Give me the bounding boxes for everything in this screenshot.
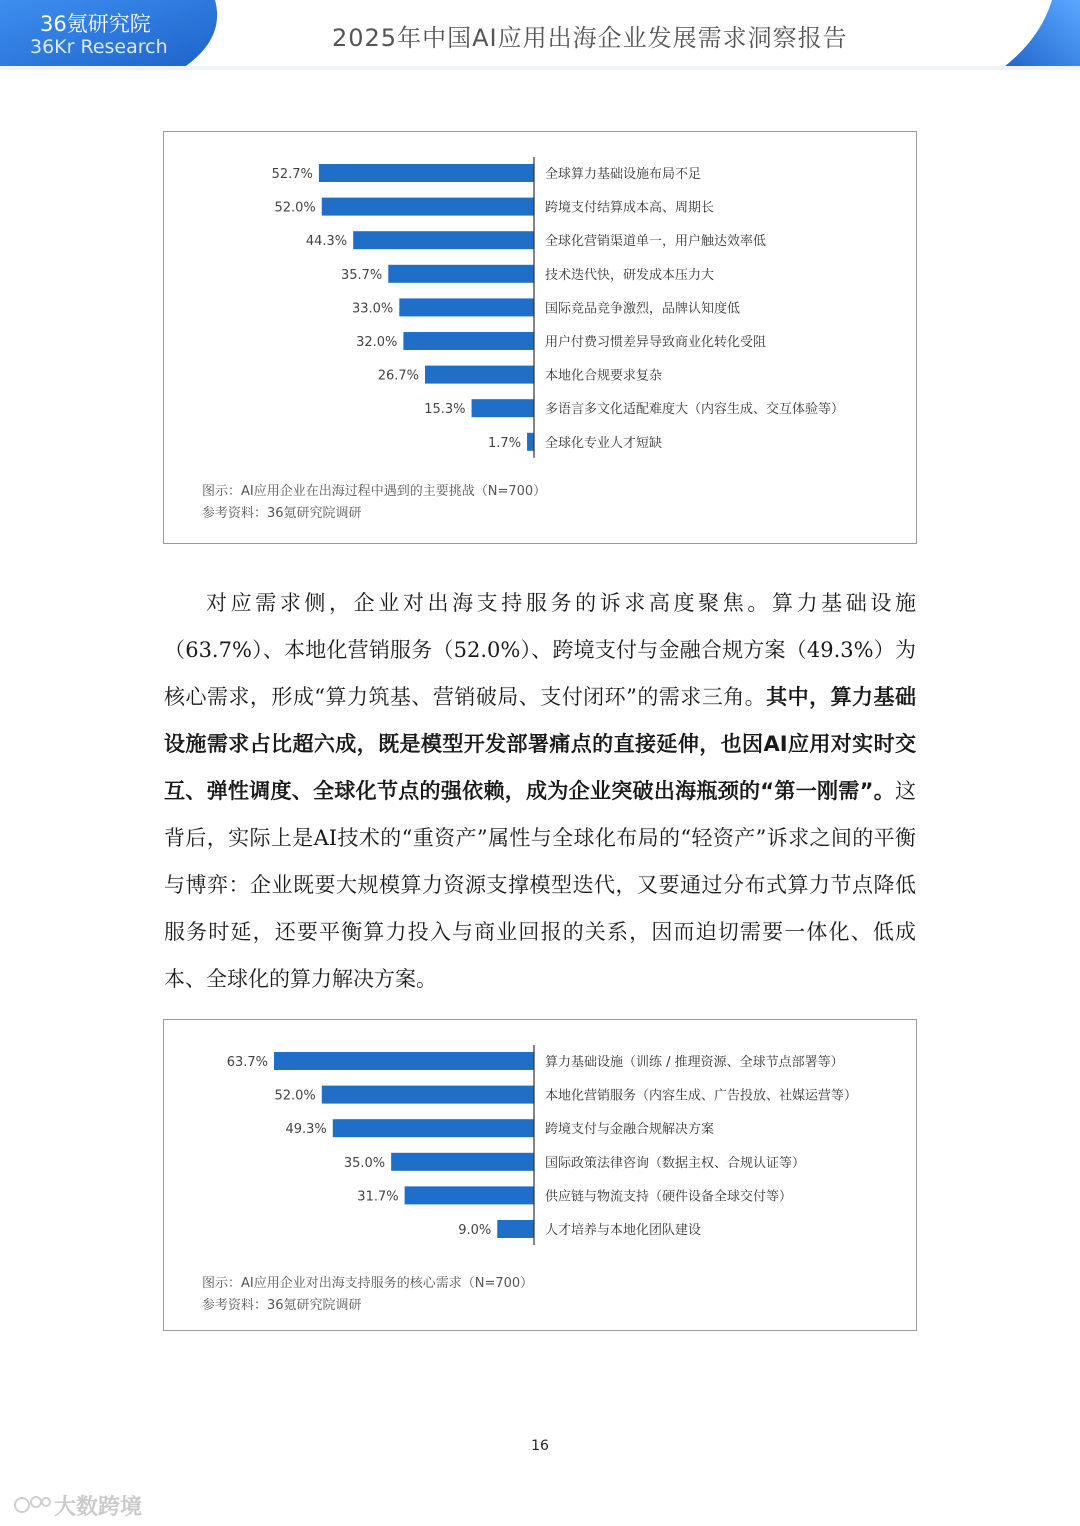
chart1-bar-1 (322, 198, 534, 216)
chart2-category-label-0: 算力基础设施（训练 / 推理资源、全球节点部署等） (545, 1055, 844, 1070)
chart1-value-label-2: 44.3% (305, 234, 348, 250)
chart2-category-label-1: 本地化营销服务（内容生成、广告投放、社媒运营等） (545, 1088, 858, 1104)
paragraph-text-2: 这背后，实际上是AI技术的“重资产”属性与全球化布局的“轻资产”诉求之间的平衡与博弈：企业既要大规模算力资源支撑模型迭代，又要通过分布式算力节点降低服务时延，还要平衡算力投入与商业回报的关系，因而迫切需要一体化、低成本、全球化的算力解决方案。 (164, 779, 916, 991)
chart-demands-svg (164, 1020, 916, 1260)
chart1-category-label-6: 本地化合规要求复杂 (545, 368, 663, 384)
chart-caption: 图示：AI应用企业在出海过程中遇到的主要挑战（N=700） (202, 484, 547, 499)
chart2-value-label-5: 9.0% (458, 1223, 492, 1238)
chart2-value-label-4: 31.7% (357, 1189, 399, 1205)
chart1-value-label-6: 26.7% (377, 368, 420, 384)
chart1-bar-5 (403, 332, 534, 350)
chart1-value-label-3: 35.7% (340, 267, 383, 283)
chart1-bar-0 (319, 164, 534, 182)
chart1-bar-4 (399, 298, 534, 316)
chart1-bar-2 (353, 231, 534, 249)
watermark-icon (12, 1492, 52, 1518)
chart1-bar-6 (425, 366, 534, 384)
chart1-category-label-5: 用户付费习惯差异导致商业化转化受阻 (545, 335, 767, 350)
chart2-category-label-5: 人才培养与本地化团队建设 (545, 1223, 702, 1238)
chart1-value-label-1: 52.0% (274, 200, 316, 216)
chart1-value-label-8: 1.7% (488, 435, 522, 451)
header-divider (0, 66, 1080, 70)
page-header (0, 0, 1080, 70)
chart2-value-label-3: 35.0% (343, 1155, 386, 1171)
chart1-value-label-7: 15.3% (424, 402, 466, 418)
chart-source: 参考资料：36氪研究院调研 (202, 506, 362, 521)
chart1-value-label-4: 33.0% (351, 301, 394, 317)
chart-source: 参考资料：36氪研究院调研 (202, 1298, 362, 1313)
chart1-category-label-1: 跨境支付结算成本高、周期长 (545, 200, 715, 216)
chart2-bar-0 (274, 1052, 534, 1070)
chart-challenges (163, 131, 917, 544)
chart1-category-label-3: 技术迭代快，研发成本压力大 (545, 267, 715, 283)
chart1-category-label-0: 全球算力基础设施布局不足 (545, 167, 702, 182)
chart1-category-label-2: 全球化营销渠道单一，用户触达效率低 (545, 234, 767, 250)
body-paragraph (164, 580, 916, 1003)
chart-caption: 图示：AI应用企业对出海支持服务的核心需求（N=700） (202, 1276, 534, 1291)
chart2-value-label-0: 63.7% (226, 1055, 268, 1070)
chart2-bar-2 (333, 1119, 534, 1137)
chart2-bar-5 (497, 1220, 534, 1238)
paragraph-bold-text: 其中，算力基础设施需求占比超六成，既是模型开发部署痛点的直接延伸，也因AI应用对实时交互、弹性调度、全球化节点的强依赖，成为企业突破出海瓶颈的“第一刚需”。 (164, 685, 916, 803)
logo-english: 36Kr Research (30, 36, 168, 58)
chart2-bar-3 (391, 1153, 534, 1171)
chart2-value-label-2: 49.3% (285, 1122, 327, 1138)
chart2-bar-4 (405, 1186, 534, 1204)
chart2-category-label-2: 跨境支付与金融合规解决方案 (545, 1122, 715, 1138)
paragraph-text-1: 对应需求侧，企业对出海支持服务的诉求高度聚焦。算力基础设施（63.7%）、本地化营销服务（52.0%）、跨境支付与金融合规方案（49.3%）为核心需求，形成“算力筑基、营销破局、支付闭环”的需求三角。 (164, 591, 916, 709)
chart2-category-label-3: 国际政策法律咨询（数据主权、合规认证等） (545, 1155, 806, 1171)
chart1-value-label-5: 32.0% (356, 335, 398, 350)
chart1-bar-8 (527, 433, 534, 451)
chart2-bar-1 (322, 1086, 534, 1104)
header-corner-shape (990, 0, 1080, 70)
chart1-bar-7 (472, 399, 534, 417)
logo-chinese: 36氪研究院 (40, 12, 151, 36)
chart1-bar-3 (388, 265, 534, 283)
document-title: 2025年中国AI应用出海企业发展需求洞察报告 (332, 24, 848, 52)
chart2-category-label-4: 供应链与物流支持（硬件设备全球交付等） (545, 1189, 793, 1205)
chart1-category-label-8: 全球化专业人才短缺 (545, 435, 663, 451)
watermark-text: 大数跨境 (54, 1495, 143, 1520)
chart-demands (163, 1019, 917, 1331)
chart1-value-label-0: 52.7% (271, 167, 313, 182)
chart2-value-label-1: 52.0% (274, 1088, 316, 1104)
chart1-category-label-7: 多语言多文化适配难度大（内容生成、交互体验等） (545, 402, 845, 418)
chart-challenges-svg (164, 132, 916, 472)
page-number: 16 (531, 1438, 549, 1454)
chart1-category-label-4: 国际竞品竞争激烈，品牌认知度低 (545, 301, 741, 317)
